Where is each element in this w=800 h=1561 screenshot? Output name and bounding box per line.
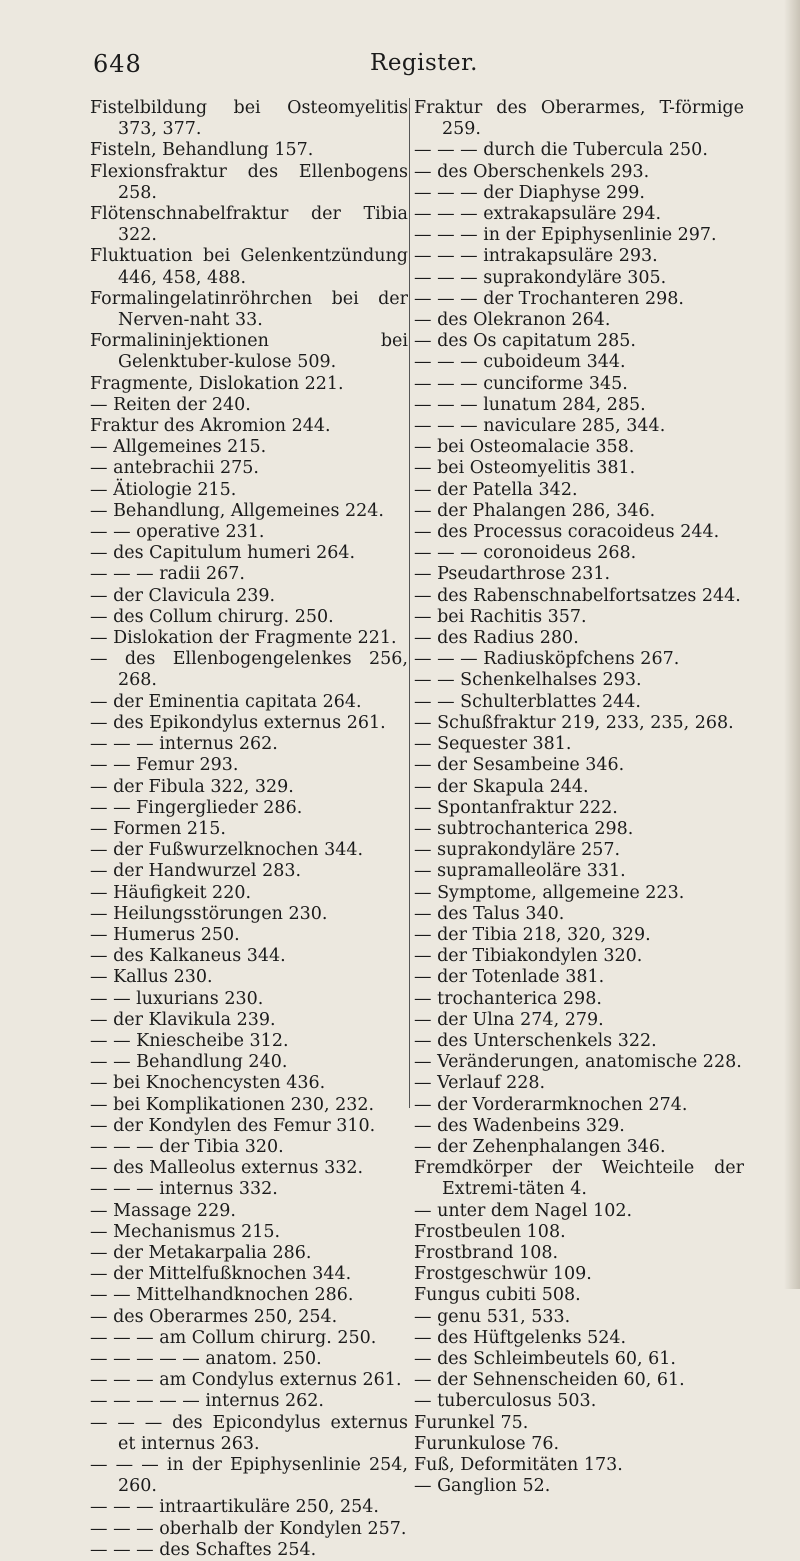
index-entry: — — — intraartikuläre 250, 254. bbox=[90, 1497, 379, 1518]
index-entry: — — operative 231. bbox=[90, 522, 265, 543]
index-entry: — des Collum chirurg. 250. bbox=[90, 606, 334, 627]
column-divider bbox=[409, 98, 410, 1108]
index-entry: — Schußfraktur 219, 233, 235, 268. bbox=[414, 712, 734, 733]
index-entry: — — — intrakapsuläre 293. bbox=[414, 246, 658, 267]
index-entry: — — — durch die Tubercula 250. bbox=[414, 140, 708, 161]
index-entry: — Ganglion 52. bbox=[414, 1476, 551, 1497]
index-entry: — bei Osteomalacie 358. bbox=[414, 437, 635, 458]
page-header bbox=[0, 50, 800, 80]
index-entry: Fragmente, Dislokation 221. bbox=[90, 373, 344, 394]
index-entry: — der Mittelfußknochen 344. bbox=[90, 1264, 352, 1285]
index-entry: — — — in der Epiphysenlinie 297. bbox=[414, 225, 717, 246]
index-entry: — des Processus coracoideus 244. bbox=[414, 522, 720, 543]
index-entry: — Symptome, allgemeine 223. bbox=[414, 882, 685, 903]
index-entry: — — Mittelhandknochen 286. bbox=[90, 1285, 354, 1306]
index-entry: Fistelbildung bei Osteomyelitis 373, 377. bbox=[90, 98, 408, 140]
index-entry: — trochanterica 298. bbox=[414, 988, 602, 1009]
index-entry: — — — naviculare 285, 344. bbox=[414, 416, 666, 437]
index-entry: — des Rabenschnabelfortsatzes 244. bbox=[414, 585, 741, 606]
index-entry: — der Tibiakondylen 320. bbox=[414, 946, 643, 967]
index-entry: — — — — — anatom. 250. bbox=[90, 1348, 322, 1369]
index-entry: — antebrachii 275. bbox=[90, 458, 259, 479]
index-entry: — Veränderungen, anatomische 228. bbox=[414, 1052, 742, 1073]
index-entry: — des Ellenbogengelenkes 256, 268. bbox=[90, 649, 408, 691]
index-entry: — des Unterschenkels 322. bbox=[414, 1030, 657, 1051]
index-entry: — der Phalangen 286, 346. bbox=[414, 500, 656, 521]
index-entry: — — — coronoideus 268. bbox=[414, 543, 637, 564]
index-entry: — des Malleolus externus 332. bbox=[90, 1158, 364, 1179]
index-entry: — Sequester 381. bbox=[414, 734, 572, 755]
index-entry: — der Fibula 322, 329. bbox=[90, 776, 294, 797]
index-entry: — — — cunciforme 345. bbox=[414, 373, 628, 394]
index-entry: — der Vorderarmknochen 274. bbox=[414, 1094, 688, 1115]
index-entry: — bei Komplikationen 230, 232. bbox=[90, 1094, 375, 1115]
index-entry: — — — Radiusköpfchens 267. bbox=[414, 649, 680, 670]
index-entry: — Mechanismus 215. bbox=[90, 1221, 281, 1242]
index-entry: — — — der Trochanteren 298. bbox=[414, 288, 684, 309]
page-edge-shadow bbox=[784, 0, 800, 1289]
index-entry: Frostbeulen 108. bbox=[414, 1221, 566, 1242]
index-entry: Flexionsfraktur des Ellenbogens 258. bbox=[90, 161, 408, 203]
index-entry: — suprakondyläre 257. bbox=[414, 840, 621, 861]
index-entry: — des Epikondylus externus 261. bbox=[90, 712, 386, 733]
index-entry: — des Schleimbeutels 60, 61. bbox=[414, 1348, 676, 1369]
index-entry: Fisteln, Behandlung 157. bbox=[90, 140, 314, 161]
index-entry: Flötenschnabelfraktur der Tibia 322. bbox=[90, 204, 408, 246]
index-entry: — Heilungsstörungen 230. bbox=[90, 903, 328, 924]
index-entry: — Allgemeines 215. bbox=[90, 437, 267, 458]
index-entry: — — — lunatum 284, 285. bbox=[414, 394, 646, 415]
index-entry: — Humerus 250. bbox=[90, 924, 240, 945]
index-entry: — der Metakarpalia 286. bbox=[90, 1242, 312, 1263]
index-entry: Frostbrand 108. bbox=[414, 1242, 559, 1263]
index-entry: — der Skapula 244. bbox=[414, 776, 589, 797]
index-entry: — der Tibia 218, 320, 329. bbox=[414, 924, 651, 945]
index-entry: — des Talus 340. bbox=[414, 903, 565, 924]
index-column-left bbox=[90, 98, 408, 1561]
index-entry: — des Radius 280. bbox=[414, 628, 579, 649]
index-entry: — genu 531, 533. bbox=[414, 1306, 571, 1327]
index-entry: — des Os capitatum 285. bbox=[414, 331, 636, 352]
index-entry: — des Hüftgelenks 524. bbox=[414, 1327, 627, 1348]
index-entry: — der Handwurzel 283. bbox=[90, 861, 302, 882]
index-entry: Furunkel 75. bbox=[414, 1412, 529, 1433]
index-entry: Formalingelatinröhrchen bei der Nerven-naht 33. bbox=[90, 288, 408, 331]
index-entry: — — — des Epicondylus externus et internus 263. bbox=[90, 1412, 408, 1454]
index-entry: — — — suprakondyläre 305. bbox=[414, 267, 667, 288]
index-entry: — des Olekranon 264. bbox=[414, 310, 611, 331]
index-entry: — tuberculosus 503. bbox=[414, 1391, 597, 1412]
index-entry: — bei Rachitis 357. bbox=[414, 606, 587, 627]
index-entry: — — Femur 293. bbox=[90, 755, 239, 776]
index-entry: — Pseudarthrose 231. bbox=[414, 564, 611, 585]
index-entry: — — — der Tibia 320. bbox=[90, 1136, 284, 1157]
index-entry: — Reiten der 240. bbox=[90, 394, 251, 415]
index-entry: — des Wadenbeins 329. bbox=[414, 1115, 625, 1136]
index-entry: — des Kalkaneus 344. bbox=[90, 946, 286, 967]
index-entry: — — — am Collum chirurg. 250. bbox=[90, 1327, 377, 1348]
index-entry: — der Patella 342. bbox=[414, 479, 578, 500]
index-entry: — der Fußwurzelknochen 344. bbox=[90, 840, 364, 861]
index-entry: — — — der Diaphyse 299. bbox=[414, 182, 645, 203]
index-entry: — — Fingerglieder 286. bbox=[90, 797, 303, 818]
index-entry: — — — radii 267. bbox=[90, 564, 245, 585]
index-entry: — bei Knochencysten 436. bbox=[90, 1073, 326, 1094]
index-entry: Furunkulose 76. bbox=[414, 1433, 560, 1454]
index-entry: — unter dem Nagel 102. bbox=[414, 1200, 633, 1221]
index-entry: Fluktuation bei Gelenkentzündung 446, 458, 488. bbox=[90, 246, 408, 288]
index-entry: — subtrochanterica 298. bbox=[414, 818, 634, 839]
index-entry: — — — am Condylus externus 261. bbox=[90, 1370, 402, 1391]
index-entry: — — — in der Epiphysenlinie 254, 260. bbox=[90, 1455, 408, 1497]
index-entry: — der Ulna 274, 279. bbox=[414, 1009, 604, 1030]
index-entry: — des Oberarmes 250, 254. bbox=[90, 1306, 338, 1327]
running-title: Register. bbox=[370, 50, 478, 76]
index-entry: Fremdkörper der Weichteile der Extremi-täten 4. bbox=[414, 1158, 744, 1200]
index-entry: — — Kniescheibe 312. bbox=[90, 1030, 289, 1051]
index-entry: — — Behandlung 240. bbox=[90, 1052, 288, 1073]
index-entry: Formalininjektionen bei Gelenktuber-kulose 509. bbox=[90, 331, 408, 373]
index-entry: — Verlauf 228. bbox=[414, 1073, 546, 1094]
index-entry: — — — extrakapsuläre 294. bbox=[414, 204, 662, 225]
index-entry: Fraktur des Akromion 244. bbox=[90, 416, 331, 437]
index-entry: — — Schulterblattes 244. bbox=[414, 691, 641, 712]
index-entry: — des Oberschenkels 293. bbox=[414, 161, 650, 182]
index-entry: — der Sehnenscheiden 60, 61. bbox=[414, 1370, 685, 1391]
index-entry: — Ätiologie 215. bbox=[90, 479, 237, 500]
index-entry: — der Sesambeine 346. bbox=[414, 755, 625, 776]
index-entry: — der Clavicula 239. bbox=[90, 585, 276, 606]
index-entry: Fraktur des Oberarmes, T-förmige 259. bbox=[414, 98, 744, 140]
index-entry: — Massage 229. bbox=[90, 1200, 236, 1221]
index-entry: Fungus cubiti 508. bbox=[414, 1285, 581, 1306]
index-entry: — Formen 215. bbox=[90, 818, 226, 839]
index-entry: — Spontanfraktur 222. bbox=[414, 797, 618, 818]
index-entry: — — — oberhalb der Kondylen 257. bbox=[90, 1518, 407, 1539]
index-entry: — der Eminentia capitata 264. bbox=[90, 691, 362, 712]
page-number: 648 bbox=[93, 50, 142, 78]
index-entry: — des Capitulum humeri 264. bbox=[90, 543, 356, 564]
index-entry: — — — — — internus 262. bbox=[90, 1391, 324, 1412]
index-entry: — der Totenlade 381. bbox=[414, 967, 605, 988]
index-entry: — der Klavikula 239. bbox=[90, 1009, 276, 1030]
index-column-right bbox=[414, 98, 744, 1497]
index-entry: — — — des Schaftes 254. bbox=[90, 1539, 317, 1560]
index-entry: — Dislokation der Fragmente 221. bbox=[90, 628, 397, 649]
index-entry: — — — cuboideum 344. bbox=[414, 352, 626, 373]
index-entry: — Behandlung, Allgemeines 224. bbox=[90, 500, 384, 521]
index-entry: — — Schenkelhalses 293. bbox=[414, 670, 642, 691]
index-entry: — der Kondylen des Femur 310. bbox=[90, 1115, 376, 1136]
index-entry: — supramalleoläre 331. bbox=[414, 861, 626, 882]
index-entry: Frostgeschwür 109. bbox=[414, 1264, 592, 1285]
index-entry: Fuß, Deformitäten 173. bbox=[414, 1455, 623, 1475]
index-entry: — — luxurians 230. bbox=[90, 988, 264, 1009]
index-entry: — — — internus 332. bbox=[90, 1179, 278, 1200]
index-entry: — bei Osteomyelitis 381. bbox=[414, 458, 636, 479]
index-entry: — — — internus 262. bbox=[90, 734, 278, 755]
index-entry: — der Zehenphalangen 346. bbox=[414, 1136, 666, 1157]
index-entry: — Kallus 230. bbox=[90, 967, 213, 988]
index-entry: — Häufigkeit 220. bbox=[90, 882, 252, 903]
